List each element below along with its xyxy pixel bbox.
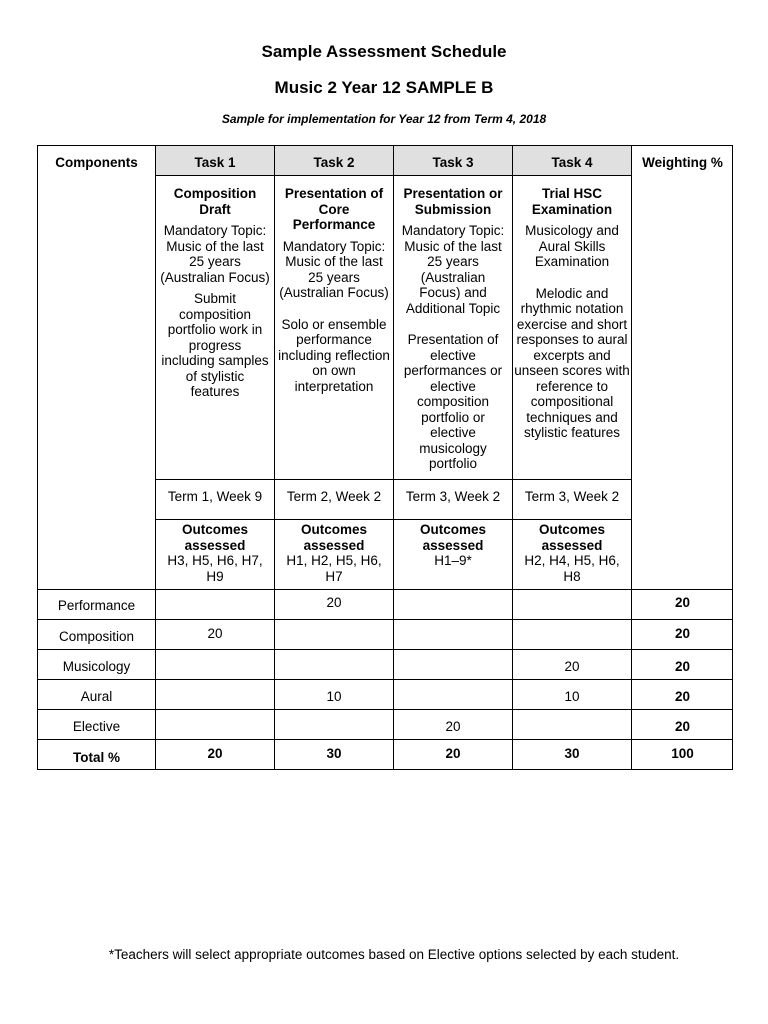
task-1-outcomes-list: H3, H5, H6, H7, H9 <box>167 553 263 584</box>
task-3-outcomes-label: Outcomes assessed <box>419 522 487 553</box>
task-2-outcomes-list: H1, H2, H5, H6, H7 <box>286 553 382 584</box>
component-musicology: Musicology <box>62 659 131 674</box>
components-header: Components <box>55 155 138 170</box>
component-total: Total % <box>73 750 120 765</box>
total-weighting: 100 <box>671 746 694 761</box>
composition-weighting: 20 <box>674 626 691 641</box>
page-subtitle: Music 2 Year 12 SAMPLE B <box>274 78 494 97</box>
total-task-2: 30 <box>326 746 342 761</box>
task-1-header: Task 1 <box>194 155 236 170</box>
task-1-outcomes <box>158 522 272 584</box>
task-4-description <box>514 186 630 441</box>
task-2-date: Term 2, Week 2 <box>286 489 382 504</box>
task-1-description <box>157 186 273 400</box>
elective-task-3: 20 <box>445 719 461 734</box>
task-4-date: Term 3, Week 2 <box>524 489 620 504</box>
task-1-date: Term 1, Week 9 <box>167 489 263 504</box>
task-3-desc1: Mandatory Topic: Music of the last 25 years (Australian Focus) and Additional Topic <box>401 223 505 316</box>
task-2-description <box>276 186 392 394</box>
total-task-3: 20 <box>445 746 461 761</box>
component-aural: Aural <box>80 689 113 704</box>
elective-weighting: 20 <box>674 719 691 734</box>
component-composition: Composition <box>58 629 135 644</box>
task-3-desc2: Presentation of elective performances or elective composition portfolio or elective musicology portfolio <box>403 332 503 471</box>
footnote: *Teachers will select appropriate outcomes based on Elective options selected by each student. <box>108 947 680 962</box>
task-3-date: Term 3, Week 2 <box>405 489 501 504</box>
task-4-header: Task 4 <box>551 155 593 170</box>
task-3-header: Task 3 <box>432 155 474 170</box>
weighting-header: Weighting % <box>642 155 723 170</box>
page-title: Sample Assessment Schedule <box>261 42 507 61</box>
total-task-4: 30 <box>564 746 580 761</box>
task-4-title: Trial HSC Examination <box>531 186 613 217</box>
task-2-desc2: Solo or ensemble performance including reflection on own interpretation <box>278 316 390 394</box>
task-3-description <box>395 186 511 472</box>
task-4-outcomes-label: Outcomes assessed <box>538 522 606 553</box>
component-elective: Elective <box>72 719 121 734</box>
aural-task-2: 10 <box>326 689 342 704</box>
task-4-outcomes-list: H2, H4, H5, H6, H8 <box>524 553 620 584</box>
component-performance: Performance <box>57 598 136 613</box>
aural-weighting: 20 <box>674 689 691 704</box>
musicology-task-4: 20 <box>564 659 580 674</box>
task-1-desc2: Submit composition portfolio work in progress including samples of stylistic features <box>161 291 269 399</box>
task-2-title: Presentation of Core Performance <box>284 186 384 232</box>
performance-weighting: 20 <box>674 595 691 610</box>
total-task-1: 20 <box>207 746 223 761</box>
task-1-desc1: Mandatory Topic: Music of the last 25 years (Australian Focus) <box>160 223 270 285</box>
assessment-table <box>37 145 733 770</box>
task-2-desc1: Mandatory Topic: Music of the last 25 years (Australian Focus) <box>279 238 389 300</box>
composition-task-1: 20 <box>207 626 223 641</box>
task-3-outcomes <box>396 522 510 569</box>
task-2-outcomes-label: Outcomes assessed <box>300 522 368 553</box>
task-3-outcomes-list: H1–9* <box>434 553 472 568</box>
task-1-outcomes-label: Outcomes assessed <box>181 522 249 553</box>
task-2-outcomes <box>277 522 391 584</box>
task-4-outcomes <box>515 522 629 584</box>
task-1-title: Composition Draft <box>173 186 257 217</box>
musicology-weighting: 20 <box>674 659 691 674</box>
task-4-desc1: Musicology and Aural Skills Examination <box>525 223 619 269</box>
task-3-title: Presentation or Submission <box>403 186 503 217</box>
implementation-note: Sample for implementation for Year 12 from Term 4, 2018 <box>221 112 547 126</box>
task-2-header: Task 2 <box>313 155 355 170</box>
task-4-desc2: Melodic and rhythmic notation exercise and short responses to aural excerpts and unseen scores with reference to compositional techniques and stylistic features <box>514 285 630 440</box>
aural-task-4: 10 <box>564 689 580 704</box>
performance-task-2: 20 <box>326 595 342 610</box>
